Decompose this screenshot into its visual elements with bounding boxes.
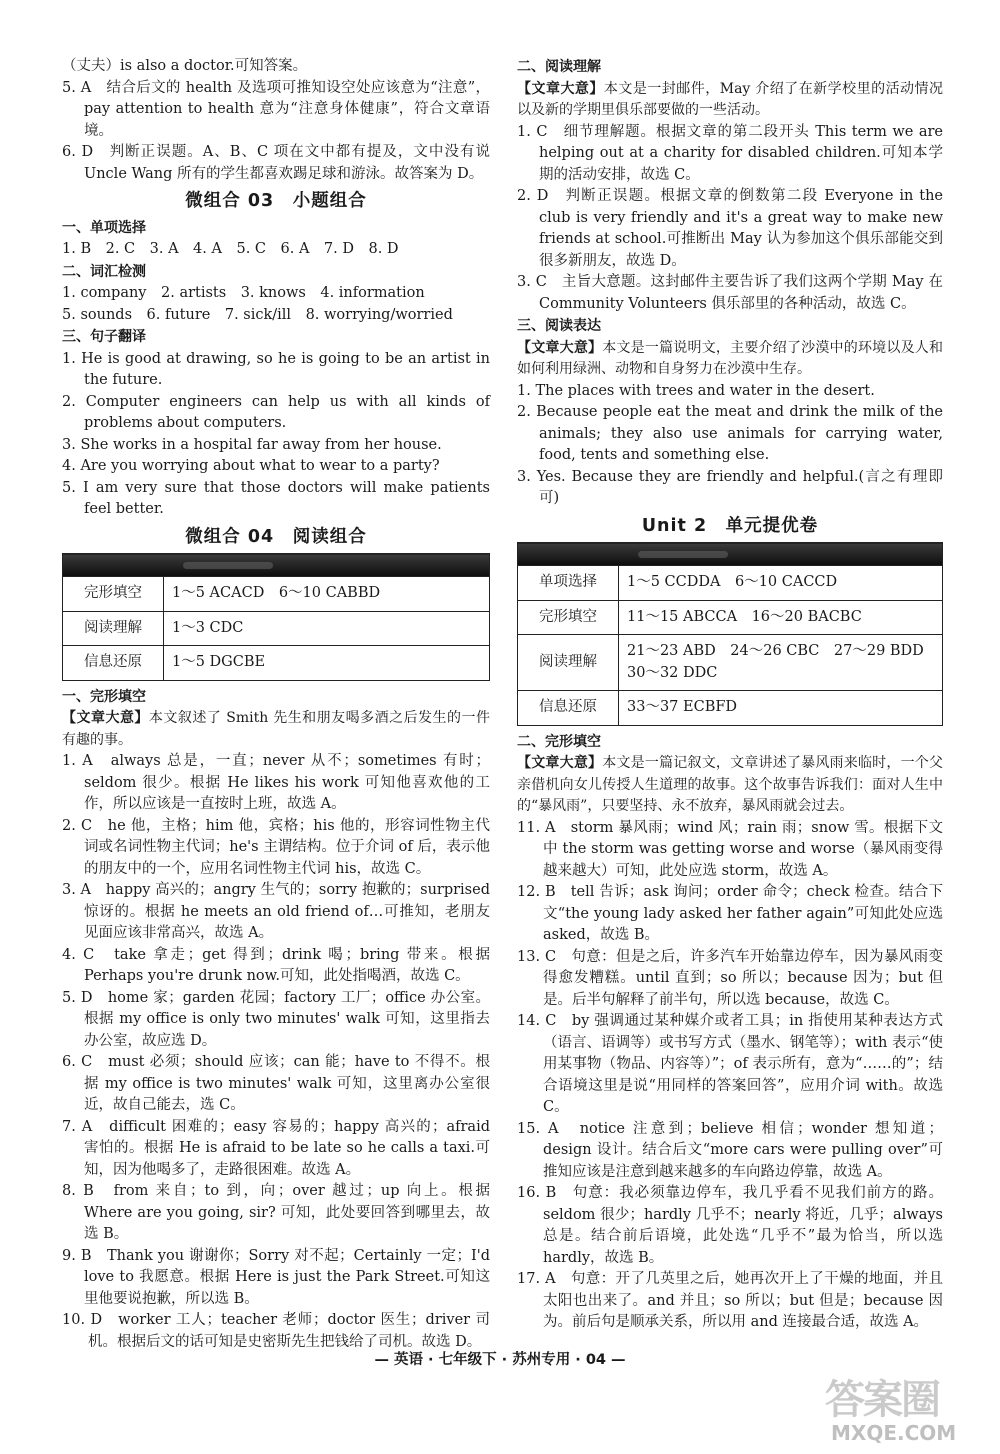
explanation-item: 11. A storm 暴风雨；wind 风；rain 雨；snow 雪。根据下文中 the storm was getting worse and worse（暴风雨变得越来越大）可知，此处应选 storm，故选 A。 bbox=[517, 819, 943, 879]
translation-item: 2. Computer engineers can help us with all kinds of problems about computers. bbox=[62, 393, 490, 431]
translation-item: 4. Are you worrying about what to wear to a party? bbox=[62, 458, 440, 474]
translation-item: 1. He is good at drawing, so he is going to be an artist in the future. bbox=[62, 350, 490, 388]
explanation-item: 5. D home 家；garden 花园；factory 工厂；office 办公室。根据 my office is only two minutes' walk 可知，这里指去办公室，故应选 D。 bbox=[62, 989, 490, 1049]
section-title-g04: 微组合 04 阅读组合 bbox=[185, 526, 367, 547]
table-row: 信息还原 33～37 ECBFD bbox=[518, 691, 943, 726]
heading-reading: 二、阅读理解 bbox=[517, 59, 601, 75]
heading-cloze: 二、完形填空 bbox=[517, 733, 601, 750]
explanation-item: 16. B 句意：我必须靠边停车，我几乎看不见我们前方的路。seldom 很少；hardly 几乎不；nearly 将近，几乎；always 总是。结合前后语境，此处选“几乎不”最为恰当，所以选 hardly，故选 B。 bbox=[517, 1185, 943, 1266]
watermark-url: MXQE.COM bbox=[831, 1421, 957, 1445]
heading-cloze: 一、完形填空 bbox=[62, 688, 146, 705]
explanation-item: 17. A 句意：开了几英里之后，她再次开上了干燥的地面，并且太阳也出来了。and 并且；so 所以；but 但是；because 因为。前后句是顺承关系，所以用 and 连接最合适，故选 A。 bbox=[517, 1271, 943, 1330]
explanation-item: 7. A difficult 困难的；easy 容易的；happy 高兴的；afraid 害怕的。根据 He is afraid to be late so he calls a taxi.可知，因为他喝多了，走路很困难。故选 A。 bbox=[62, 1118, 490, 1178]
explanation-item: 1. A always 总是，一直；never 从不；sometimes 有时；seldom 很少。根据 He likes his work 可知他喜欢他的工作，所以应该是一直按时上班，故选 A。 bbox=[62, 753, 490, 812]
expression-answer: 1. The places with trees and water in the desert. bbox=[517, 382, 875, 399]
expression-answer: 2. Because people eat the meat and drink the milk of the animals; they also use animals for carrying water, food, tents and something else. bbox=[517, 404, 943, 463]
section-title-g03: 微组合 03 小题组合 bbox=[185, 191, 367, 211]
right-column bbox=[517, 56, 943, 1334]
explanation-item: 6. C must 必须；should 应该；can 能；have to 不得不。根据 my office is two minutes' walk 可知，这里离办公室很近，故自己能去，选 C。 bbox=[62, 1054, 490, 1113]
answer-item: 5. A 结合后文的 health 及选项可推知设空处应该意为“注意”，pay attention to health 意为“注意身体健康”，符合文章语境。 bbox=[62, 79, 490, 139]
single-choice-answers: 1. B 2. C 3. A 4. A 5. C 6. A 7. D 8. D bbox=[62, 241, 399, 257]
watermark-logo-text: 答案圈 bbox=[825, 1377, 939, 1423]
watermark-logo bbox=[825, 1378, 995, 1450]
explanation-item: 4. C take 拿走；get 得到；drink 喝；bring 带来。根据 Perhaps you're drunk now.可知，此处指喝酒，故选 C。 bbox=[62, 946, 490, 984]
table-row: 阅读理解 21～23 ABD 24～26 CBC 27～29 BDD 30～32 DDC bbox=[518, 635, 943, 691]
table-row: 信息还原 1～5 DGCBE bbox=[63, 646, 490, 681]
article-summary: 【文章大意】本文是一篇记叙文，文章讲述了暴风雨来临时，一个父亲借机向女儿传授人生道理的故事。这个故事告诉我们：面对人生中的“暴风雨”，只要坚持、永不放弃，暴风雨就会过去。 bbox=[517, 755, 944, 814]
explanation-item: 1. C 细节理解题。根据文章的第二段开头 This term we are helping out at a charity for disabled children.可知本学期的活动安排，故选 C。 bbox=[517, 123, 943, 183]
explanation-item: 3. C 主旨大意题。这封邮件主要告诉了我们这两个学期 May 在 Community Volunteers 俱乐部里的各种活动，故选 C。 bbox=[517, 274, 943, 312]
heading-single-choice: 一、单项选择 bbox=[62, 219, 146, 236]
explanation-item: 9. B Thank you 谢谢你；Sorry 对不起；Certainly 一定；I'd love to 我愿意。根据 Here is just the Park Street.可知这里他要说抱歉，所以选 B。 bbox=[62, 1247, 490, 1307]
table-row: 单项选择 1～5 CCDDA 6～10 CACCD bbox=[518, 566, 943, 601]
heading-vocab: 二、词汇检测 bbox=[62, 263, 146, 280]
explanation-item: 10. D worker 工人；teacher 老师；doctor 医生；driver 司机。根据后文的话可知是史密斯先生把钱给了司机。故选 D。 bbox=[62, 1312, 490, 1350]
explanation-item: 8. B from 来自；to 到，向；over 越过；up 向上。根据 Where are you going, sir? 可知，此处要回答到哪里去，故选 B。 bbox=[62, 1183, 490, 1242]
vocab-answers-2: 5. sounds 6. future 7. sick/ill 8. worrying/worried bbox=[62, 306, 453, 323]
explanation-item: 15. A notice 注意到；believe 相信；wonder 想知道；design 设计。结合后文“more cars were pulling over”可推知应该是注意到越来越多的车向路边停靠，故选 A。 bbox=[517, 1120, 943, 1180]
vocab-answers-1: 1. company 2. artists 3. knows 4. information bbox=[62, 285, 425, 301]
article-summary: 【文章大意】本文叙述了 Smith 先生和朋友喝多酒之后发生的一件有趣的事。 bbox=[62, 710, 491, 748]
table-header-bar bbox=[518, 543, 943, 566]
table-row: 阅读理解 1～3 CDC bbox=[63, 611, 490, 646]
explanation-item: 2. D 判断正误题。根据文章的倒数第二段 Everyone in the club is very friendly and it's a great way to make new friends at school.可推断出 May 认为参加这个俱乐部能交到很多新朋友，故选 D。 bbox=[517, 188, 943, 269]
article-summary: 【文章大意】本文是一篇说明文，主要介绍了沙漠中的环境以及人和如何利用绿洲、动物和自身努力在沙漠中生存。 bbox=[517, 339, 944, 377]
explanation-item: 13. C 句意：但是之后，许多汽车开始靠边停车，因为暴风雨变得愈发糟糕。until 直到；so 所以；because 因为；but 但是。后半句解释了前半句，所以选 because，故选 C。 bbox=[517, 948, 943, 1008]
article-summary: 【文章大意】本文是一封邮件，May 介绍了在新学校里的活动情况以及新的学期里俱乐部要做的一些活动。 bbox=[517, 80, 944, 118]
explanation-item: 14. C by 强调通过某种媒介或者工具；in 指使用某种表达方式（语言、语调等）或书写方式（墨水、钢笔等）；with 表示“使用某事物（物品、内容等）”；of 表示所有，意为“……的”；结合语境这里是说“用同样的答案回答”，应用介词 with。故选 C。 bbox=[517, 1013, 943, 1115]
answer-table-g04 bbox=[62, 553, 490, 681]
table-header-bar bbox=[63, 554, 490, 577]
page-footer: — 英语 · 七年级下 · 苏州专用 · 04 — bbox=[374, 1352, 626, 1368]
expression-answer: 3. Yes. Because they are friendly and helpful.(言之有理即可) bbox=[517, 468, 943, 506]
heading-expression: 三、阅读表达 bbox=[517, 318, 601, 334]
translation-item: 3. She works in a hospital far away from her house. bbox=[62, 436, 442, 453]
explanation-item: 2. C he 他，主格；him 他，宾格；his 他的，形容词性物主代词或名词性物主代词；he's 主谓结构。位于介词 of 后，表示他的朋友中的一个，应用名词性物主代词 his，故选 C。 bbox=[62, 817, 490, 877]
translation-item: 5. I am very sure that those doctors will make patients feel better. bbox=[62, 479, 490, 517]
left-column bbox=[62, 56, 490, 1353]
explanation-item: 12. B tell 告诉；ask 询问；order 命令；check 检查。结合下文“the young lady asked her father again”可知此处应选 asked，故选 B。 bbox=[517, 884, 943, 943]
explanation-item: 3. A happy 高兴的；angry 生气的；sorry 抱歉的；surprised 惊讶的。根据 he meets an old friend of…可推知，老朋友见面应该非常高兴，故选 A。 bbox=[62, 882, 490, 941]
answer-item: 6. D 判断正误题。A、B、C 项在文中都有提及，文中没有说 Uncle Wang 所有的学生都喜欢踢足球和游泳。故答案为 D。 bbox=[62, 144, 490, 182]
table-row: 完形填空 1～5 ACACD 6～10 CABBD bbox=[63, 577, 490, 612]
table-row: 完形填空 11～15 ABCCA 16～20 BACBC bbox=[518, 600, 943, 635]
answer-line: （丈夫）is also a doctor.可知答案。 bbox=[62, 58, 308, 74]
heading-translation: 三、句子翻译 bbox=[62, 329, 146, 345]
answer-table-unit2 bbox=[517, 542, 943, 726]
section-title-unit2: Unit 2 单元提优卷 bbox=[641, 515, 819, 536]
